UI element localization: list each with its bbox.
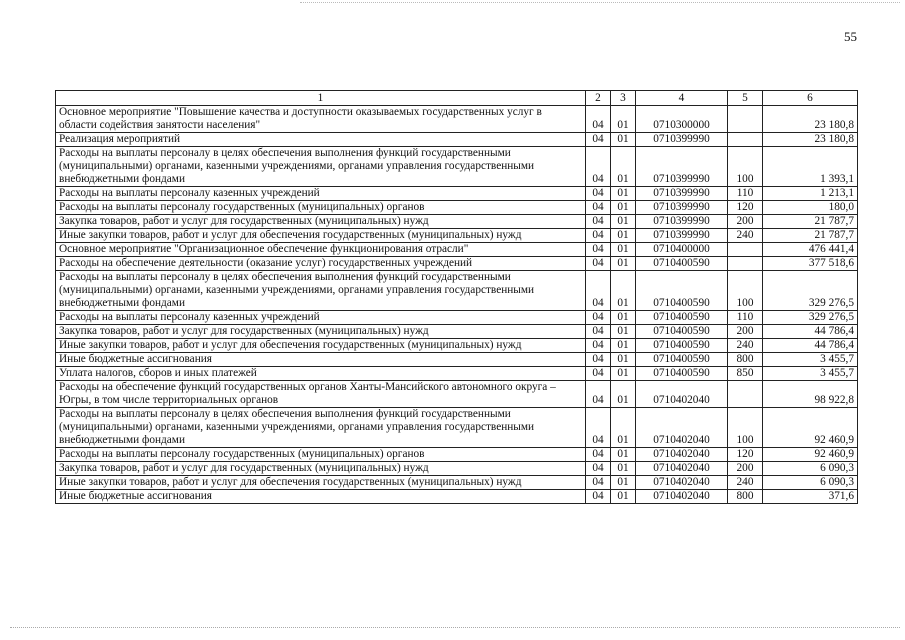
table-row xyxy=(56,201,858,215)
row-amount-cell: 44 786,4 xyxy=(763,339,858,353)
row-target-article-cell: 0710400590 xyxy=(636,353,728,367)
scan-artifact-bottom xyxy=(10,627,900,628)
row-amount-cell: 377 518,6 xyxy=(763,257,858,271)
row-subsection-cell: 01 xyxy=(611,106,636,133)
row-amount-cell: 92 460,9 xyxy=(763,408,858,448)
row-amount-cell: 3 455,7 xyxy=(763,353,858,367)
row-target-article-cell: 0710399990 xyxy=(636,187,728,201)
row-expense-type-cell: 200 xyxy=(728,325,763,339)
table-row xyxy=(56,381,858,408)
row-section-cell: 04 xyxy=(586,462,611,476)
row-section-cell: 04 xyxy=(586,229,611,243)
row-target-article-cell: 0710402040 xyxy=(636,476,728,490)
row-target-article-cell: 0710402040 xyxy=(636,490,728,504)
row-amount-cell: 3 455,7 xyxy=(763,367,858,381)
row-amount-cell: 23 180,8 xyxy=(763,106,858,133)
row-target-article-cell: 0710300000 xyxy=(636,106,728,133)
row-section-cell: 04 xyxy=(586,133,611,147)
row-amount-cell: 21 787,7 xyxy=(763,215,858,229)
row-subsection-cell: 01 xyxy=(611,325,636,339)
table-row xyxy=(56,353,858,367)
row-target-article-cell: 0710400590 xyxy=(636,311,728,325)
table-header-row xyxy=(56,91,858,106)
row-expense-type-cell: 240 xyxy=(728,339,763,353)
row-expense-type-cell: 240 xyxy=(728,229,763,243)
row-target-article-cell: 0710402040 xyxy=(636,462,728,476)
row-subsection-cell: 01 xyxy=(611,490,636,504)
row-name-cell: Основное мероприятие "Повышение качества и доступности оказываемых государственных услуг в области содействия занятости населения" xyxy=(56,106,586,133)
row-expense-type-cell xyxy=(728,106,763,133)
table-row xyxy=(56,448,858,462)
row-subsection-cell: 01 xyxy=(611,229,636,243)
row-amount-cell: 329 276,5 xyxy=(763,271,858,311)
row-target-article-cell: 0710402040 xyxy=(636,448,728,462)
row-name-cell: Иные закупки товаров, работ и услуг для обеспечения государственных (муниципальных) нужд xyxy=(56,476,586,490)
row-target-article-cell: 0710400590 xyxy=(636,325,728,339)
row-expense-type-cell xyxy=(728,133,763,147)
row-name-cell: Реализация мероприятий xyxy=(56,133,586,147)
row-section-cell: 04 xyxy=(586,311,611,325)
row-name-cell: Иные закупки товаров, работ и услуг для обеспечения государственных (муниципальных) нужд xyxy=(56,339,586,353)
row-amount-cell: 23 180,8 xyxy=(763,133,858,147)
row-subsection-cell: 01 xyxy=(611,408,636,448)
row-subsection-cell: 01 xyxy=(611,367,636,381)
row-subsection-cell: 01 xyxy=(611,381,636,408)
row-subsection-cell: 01 xyxy=(611,311,636,325)
row-section-cell: 04 xyxy=(586,106,611,133)
table-row xyxy=(56,367,858,381)
row-section-cell: 04 xyxy=(586,381,611,408)
row-section-cell: 04 xyxy=(586,215,611,229)
column-header-expense-type: 5 xyxy=(728,91,763,106)
row-target-article-cell: 0710399990 xyxy=(636,147,728,187)
row-section-cell: 04 xyxy=(586,408,611,448)
table-row xyxy=(56,133,858,147)
table-row xyxy=(56,229,858,243)
row-target-article-cell: 0710399990 xyxy=(636,201,728,215)
table-row xyxy=(56,243,858,257)
row-expense-type-cell xyxy=(728,381,763,408)
row-name-cell: Иные закупки товаров, работ и услуг для обеспечения государственных (муниципальных) нужд xyxy=(56,229,586,243)
row-section-cell: 04 xyxy=(586,147,611,187)
row-subsection-cell: 01 xyxy=(611,271,636,311)
row-expense-type-cell: 120 xyxy=(728,448,763,462)
row-section-cell: 04 xyxy=(586,201,611,215)
row-subsection-cell: 01 xyxy=(611,339,636,353)
row-expense-type-cell xyxy=(728,243,763,257)
row-amount-cell: 21 787,7 xyxy=(763,229,858,243)
row-expense-type-cell xyxy=(728,257,763,271)
row-expense-type-cell: 240 xyxy=(728,476,763,490)
row-subsection-cell: 01 xyxy=(611,201,636,215)
row-amount-cell: 6 090,3 xyxy=(763,476,858,490)
row-expense-type-cell: 200 xyxy=(728,462,763,476)
row-name-cell: Расходы на выплаты персоналу в целях обеспечения выполнения функций государственными (муниципальными) органами, казенными учреждениями, органами управления государственными внебюджетными фондами xyxy=(56,147,586,187)
row-subsection-cell: 01 xyxy=(611,476,636,490)
row-section-cell: 04 xyxy=(586,257,611,271)
row-amount-cell: 44 786,4 xyxy=(763,325,858,339)
table-row xyxy=(56,187,858,201)
column-header-amount: 6 xyxy=(763,91,858,106)
column-header-subsection: 3 xyxy=(611,91,636,106)
row-name-cell: Расходы на обеспечение функций государственных органов Ханты-Мансийского автономного округа – Югры, в том числе территориальных органов xyxy=(56,381,586,408)
row-expense-type-cell: 110 xyxy=(728,187,763,201)
row-expense-type-cell: 800 xyxy=(728,490,763,504)
row-subsection-cell: 01 xyxy=(611,462,636,476)
row-name-cell: Закупка товаров, работ и услуг для государственных (муниципальных) нужд xyxy=(56,215,586,229)
row-subsection-cell: 01 xyxy=(611,133,636,147)
row-section-cell: 04 xyxy=(586,490,611,504)
table-row xyxy=(56,476,858,490)
row-name-cell: Основное мероприятие "Организационное обеспечение функционирования отрасли" xyxy=(56,243,586,257)
row-section-cell: 04 xyxy=(586,367,611,381)
row-subsection-cell: 01 xyxy=(611,257,636,271)
row-section-cell: 04 xyxy=(586,187,611,201)
table-row xyxy=(56,408,858,448)
budget-table xyxy=(55,90,858,504)
row-target-article-cell: 0710399990 xyxy=(636,229,728,243)
row-name-cell: Расходы на выплаты персоналу в целях обеспечения выполнения функций государственными (муниципальными) органами, казенными учреждениями, органами управления государственными внебюджетными фондами xyxy=(56,271,586,311)
row-target-article-cell: 0710400590 xyxy=(636,257,728,271)
row-amount-cell: 98 922,8 xyxy=(763,381,858,408)
table-row xyxy=(56,147,858,187)
row-expense-type-cell: 100 xyxy=(728,271,763,311)
row-amount-cell: 1 213,1 xyxy=(763,187,858,201)
row-subsection-cell: 01 xyxy=(611,187,636,201)
row-name-cell: Расходы на выплаты персоналу государственных (муниципальных) органов xyxy=(56,448,586,462)
row-section-cell: 04 xyxy=(586,325,611,339)
row-section-cell: 04 xyxy=(586,353,611,367)
row-section-cell: 04 xyxy=(586,243,611,257)
row-target-article-cell: 0710399990 xyxy=(636,215,728,229)
row-amount-cell: 476 441,4 xyxy=(763,243,858,257)
table-row xyxy=(56,325,858,339)
row-expense-type-cell: 100 xyxy=(728,147,763,187)
row-target-article-cell: 0710400590 xyxy=(636,367,728,381)
row-name-cell: Расходы на выплаты персоналу государственных (муниципальных) органов xyxy=(56,201,586,215)
row-name-cell: Уплата налогов, сборов и иных платежей xyxy=(56,367,586,381)
table-row xyxy=(56,311,858,325)
row-name-cell: Расходы на выплаты персоналу казенных учреждений xyxy=(56,187,586,201)
row-subsection-cell: 01 xyxy=(611,448,636,462)
row-amount-cell: 180,0 xyxy=(763,201,858,215)
table-row xyxy=(56,339,858,353)
row-subsection-cell: 01 xyxy=(611,243,636,257)
row-section-cell: 04 xyxy=(586,448,611,462)
table-row xyxy=(56,257,858,271)
row-name-cell: Расходы на выплаты персоналу казенных учреждений xyxy=(56,311,586,325)
table-row xyxy=(56,462,858,476)
row-expense-type-cell: 100 xyxy=(728,408,763,448)
row-subsection-cell: 01 xyxy=(611,353,636,367)
row-amount-cell: 6 090,3 xyxy=(763,462,858,476)
row-expense-type-cell: 110 xyxy=(728,311,763,325)
row-target-article-cell: 0710402040 xyxy=(636,408,728,448)
row-amount-cell: 1 393,1 xyxy=(763,147,858,187)
table-row xyxy=(56,215,858,229)
row-expense-type-cell: 200 xyxy=(728,215,763,229)
column-header-target-article: 4 xyxy=(636,91,728,106)
row-name-cell: Закупка товаров, работ и услуг для государственных (муниципальных) нужд xyxy=(56,325,586,339)
row-section-cell: 04 xyxy=(586,476,611,490)
row-amount-cell: 92 460,9 xyxy=(763,448,858,462)
row-subsection-cell: 01 xyxy=(611,215,636,229)
row-name-cell: Закупка товаров, работ и услуг для государственных (муниципальных) нужд xyxy=(56,462,586,476)
row-amount-cell: 371,6 xyxy=(763,490,858,504)
row-expense-type-cell: 850 xyxy=(728,367,763,381)
column-header-section: 2 xyxy=(586,91,611,106)
row-target-article-cell: 0710400000 xyxy=(636,243,728,257)
row-name-cell: Иные бюджетные ассигнования xyxy=(56,490,586,504)
row-name-cell: Иные бюджетные ассигнования xyxy=(56,353,586,367)
row-section-cell: 04 xyxy=(586,271,611,311)
row-target-article-cell: 0710399990 xyxy=(636,133,728,147)
row-target-article-cell: 0710400590 xyxy=(636,271,728,311)
column-header-name: 1 xyxy=(56,91,586,106)
row-name-cell: Расходы на обеспечение деятельности (оказание услуг) государственных учреждений xyxy=(56,257,586,271)
table-body xyxy=(56,106,858,504)
page-number: 55 xyxy=(844,29,857,44)
row-expense-type-cell: 120 xyxy=(728,201,763,215)
row-section-cell: 04 xyxy=(586,339,611,353)
table-row xyxy=(56,271,858,311)
row-expense-type-cell: 800 xyxy=(728,353,763,367)
row-target-article-cell: 0710402040 xyxy=(636,381,728,408)
table-row xyxy=(56,106,858,133)
row-name-cell: Расходы на выплаты персоналу в целях обеспечения выполнения функций государственными (муниципальными) органами, казенными учреждениями, органами управления государственными внебюджетными фондами xyxy=(56,408,586,448)
row-amount-cell: 329 276,5 xyxy=(763,311,858,325)
row-subsection-cell: 01 xyxy=(611,147,636,187)
row-target-article-cell: 0710400590 xyxy=(636,339,728,353)
scan-artifact-top xyxy=(300,2,900,3)
table-row xyxy=(56,490,858,504)
